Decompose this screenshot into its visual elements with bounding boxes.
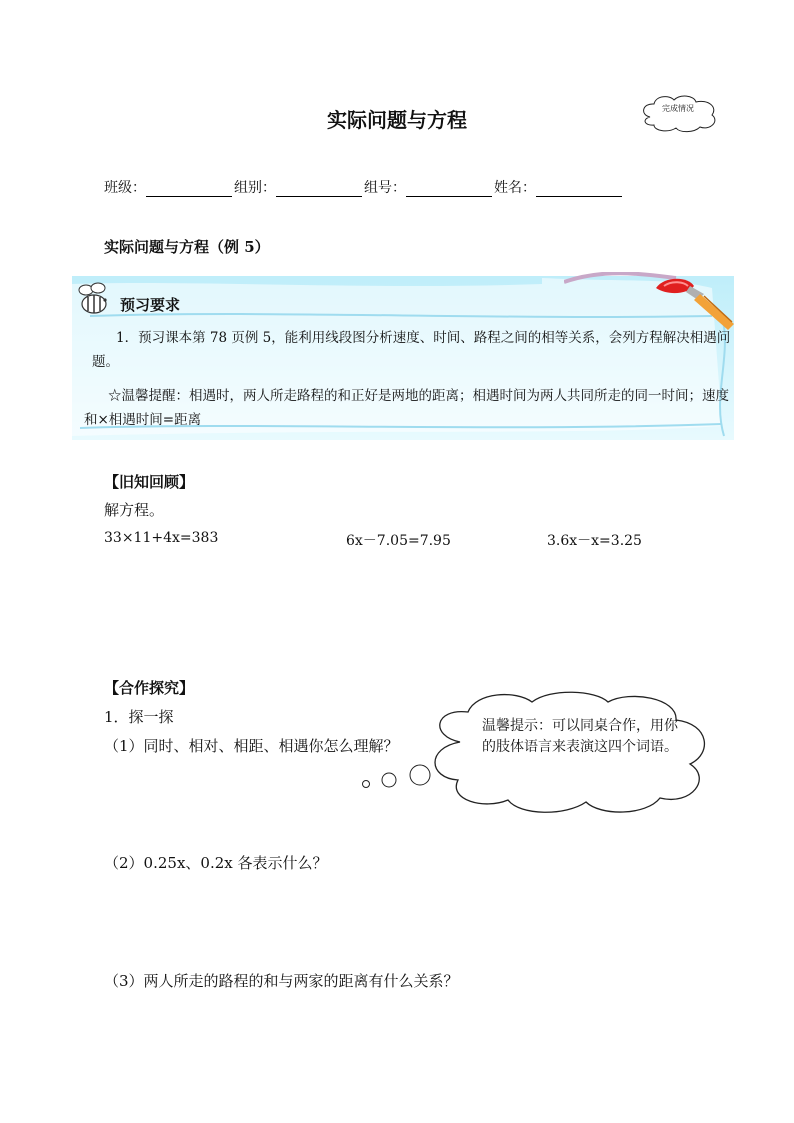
completion-badge <box>640 93 720 135</box>
question-1: （1）同时、相对、相距、相遇你怎么理解？ <box>104 737 399 755</box>
page-title: 实际问题与方程 <box>327 108 467 132</box>
preview-banner <box>72 276 734 440</box>
equation-1: 33×11+4x=383 <box>104 530 219 546</box>
equation-3: 3.6x－x=3.25 <box>547 533 642 549</box>
student-info-row <box>104 177 624 197</box>
name-label: 姓名： <box>494 180 536 196</box>
question-2: （2）0.25x、0.2x 各表示什么？ <box>104 854 328 872</box>
section-title: 实际问题与方程（例 5） <box>104 238 270 256</box>
badge-label: 完成情况 <box>662 104 694 113</box>
cloud-icon <box>640 93 720 135</box>
preview-heading: 预习要求 <box>120 296 181 314</box>
group-no-field[interactable] <box>406 182 492 197</box>
explore-item-1: 1．探一探 <box>104 708 174 726</box>
group-no-label: 组号： <box>364 180 406 196</box>
class-label: 班级： <box>104 180 146 196</box>
group-label: 组别： <box>234 180 276 196</box>
bee-icon <box>74 280 114 320</box>
question-3: （3）两人所走的路程的和与两家的距离有什么关系？ <box>104 972 459 990</box>
review-instruction: 解方程。 <box>104 501 165 519</box>
group-field[interactable] <box>276 182 362 197</box>
review-heading: 【旧知回顾】 <box>104 473 195 491</box>
explore-heading: 【合作探究】 <box>104 679 195 697</box>
hint-thought-cloud <box>420 688 720 816</box>
equation-2: 6x－7.05=7.95 <box>346 533 451 549</box>
preview-item-1: 1．预习课本第 78 页例 5，能利用线段图分析速度、时间、路程之间的相等关系，会列方程解决相遇问题。 <box>92 330 731 370</box>
preview-tip: ☆温馨提醒：相遇时，两人所走路程的和正好是两地的距离；相遇时间为两人共同所走的同一时间；速度和×相遇时间=距离 <box>84 388 729 428</box>
class-field[interactable] <box>146 182 232 197</box>
hint-text: 温馨提示：可以同桌合作，用你的肢体语言来表演这四个词语。 <box>482 718 678 755</box>
name-field[interactable] <box>536 182 622 197</box>
